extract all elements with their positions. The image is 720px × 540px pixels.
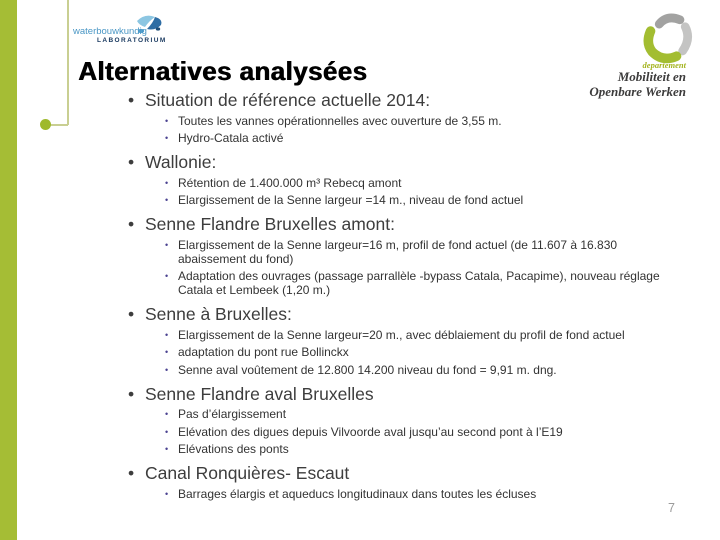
bullet-icon: •: [165, 409, 169, 419]
sub-item: [128, 407, 688, 421]
waterbouwkundig-laboratorium-logo: [70, 12, 170, 46]
section-heading: [128, 152, 688, 172]
sub-item: [128, 131, 688, 145]
bullet-icon: •: [128, 463, 135, 483]
sub-item-text: Elévation des digues depuis Vilvoorde aval jusqu’au second pont à l’E19: [178, 424, 563, 439]
bullet-icon: •: [165, 426, 169, 437]
bullet-icon: •: [165, 177, 169, 188]
logo-text-waterbouwkundig: waterbouwkundig: [73, 26, 147, 37]
decorative-vertical-line: [67, 0, 69, 125]
bullet-icon: •: [165, 115, 169, 126]
sub-item-text: Senne aval voûtement de 12.800 14.200 niveau du fond = 9,91 m. dng.: [178, 362, 557, 377]
sub-item-text: Adaptation des ouvrages (passage parrallèle -bypass Catala, Pacapime), nouveau réglage Catala et Lembeek (1,20 m.): [178, 269, 660, 297]
bullet-icon: •: [165, 239, 169, 250]
sub-item-text: Toutes les vannes opérationnelles avec ouverture de 3,55 m.: [178, 113, 502, 128]
bullet-icon: •: [165, 195, 169, 205]
section-heading: [128, 304, 688, 324]
sub-item-text: adaptation du pont rue Bollinckx: [178, 345, 349, 359]
sub-item: [128, 442, 688, 456]
logo-text-openbare-werken: Openbare Werken: [589, 84, 686, 99]
sub-item: [128, 487, 688, 501]
sub-item-text: Elargissement de la Senne largeur =14 m., niveau de fond actuel: [178, 193, 524, 207]
bullet-icon: •: [128, 304, 135, 324]
sub-item-text: Pas d’élargissement: [178, 407, 287, 421]
sub-item: [128, 363, 688, 377]
bullet-icon: •: [165, 271, 169, 281]
section-heading: [128, 90, 688, 110]
sub-item-text: Rétention de 1.400.000 m³ Rebecq amont: [178, 175, 402, 190]
bullet-icon: •: [128, 383, 135, 404]
section-heading-text: Senne Flandre aval Bruxelles: [145, 383, 374, 404]
left-accent-band: [0, 0, 17, 540]
page-number: 7: [668, 501, 675, 515]
logo-text-mobiliteit-en: Mobiliteit en: [617, 69, 686, 84]
logo-text-departement: departement: [642, 60, 686, 70]
section-heading-text: Senne à Bruxelles:: [145, 304, 292, 324]
bullet-icon: •: [128, 214, 135, 234]
bullet-icon: •: [165, 133, 169, 143]
slide-title: Alternatives analysées: [78, 56, 368, 86]
sub-item-text: Elévations des ponts: [178, 442, 289, 456]
sub-item: [128, 238, 688, 266]
bullet-icon: •: [128, 152, 135, 172]
sub-item-text: Elargissement de la Senne largeur=16 m, profil de fond actuel (de 11.607 à 16.830 abaissement du fond): [178, 237, 618, 266]
section-heading: [128, 384, 688, 404]
bullet-icon: •: [128, 90, 135, 110]
section-heading-text: Canal Ronquières- Escaut: [145, 463, 350, 483]
sub-item-text: Barrages élargis et aqueducs longitudinaux dans toutes les écluses: [178, 486, 537, 501]
bullet-icon: •: [165, 444, 169, 454]
section-heading: [128, 463, 688, 483]
bullet-icon: •: [165, 488, 169, 499]
sub-item: [128, 345, 688, 359]
section-heading-text: Senne Flandre Bruxelles amont:: [145, 214, 395, 234]
section-heading-text: Wallonie:: [145, 152, 217, 172]
sub-item: [128, 425, 688, 439]
sub-item-text: Elargissement de la Senne largeur=20 m., avec déblaiement du profil de fond actuel: [178, 327, 625, 342]
section-heading: [128, 214, 688, 234]
sub-item-text: Hydro-Catala activé: [178, 131, 284, 145]
sub-item: [128, 193, 688, 207]
decorative-horizontal-line: [49, 124, 68, 126]
section-heading-text: Situation de référence actuelle 2014:: [145, 90, 431, 110]
sub-item: [128, 114, 688, 128]
logo-text-laboratorium: LABORATORIUM: [97, 37, 167, 44]
sub-item: [128, 269, 688, 297]
bullet-icon: •: [165, 364, 169, 375]
decorative-dot: [40, 119, 51, 130]
sub-item: [128, 328, 688, 342]
bullet-icon: •: [165, 347, 169, 357]
bullet-icon: •: [165, 329, 169, 340]
sub-item: [128, 176, 688, 190]
content-list: [128, 90, 688, 501]
